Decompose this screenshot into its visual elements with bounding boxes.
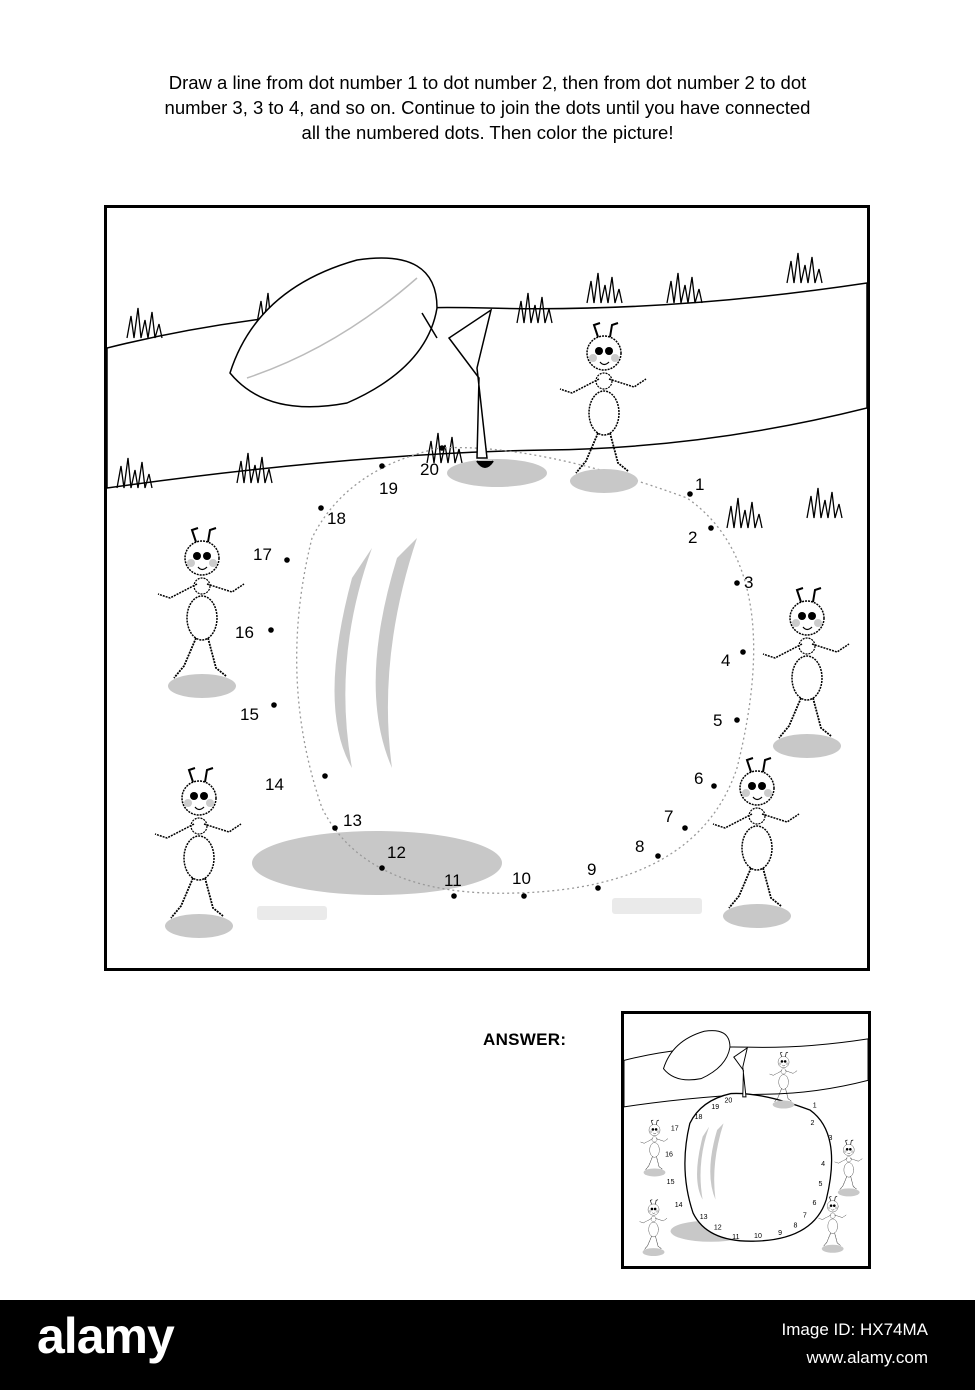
puzzle-illustration <box>107 208 867 968</box>
answer-dot-label-11: 11 <box>732 1232 740 1241</box>
answer-dot-label-13: 13 <box>699 1212 708 1221</box>
answer-dot-label-9: 9 <box>778 1229 783 1238</box>
dot-label-16: 16 <box>235 623 254 642</box>
dot-label-20: 20 <box>420 460 439 479</box>
dot-label-2: 2 <box>688 528 698 547</box>
answer-dot-label-18: 18 <box>694 1112 703 1121</box>
puzzle-frame <box>104 205 870 971</box>
dot-label-14: 14 <box>265 775 284 794</box>
dot-label-9: 9 <box>587 860 597 879</box>
answer-label: ANSWER: <box>483 1030 567 1049</box>
dot-label-17: 17 <box>253 545 272 564</box>
answer-dot-label-6: 6 <box>812 1198 817 1208</box>
instructions-line-1: Draw a line from dot number 1 to dot number 2, then from dot number 2 to dot <box>168 72 807 93</box>
dot-label-11: 11 <box>444 871 462 890</box>
watermark-logo-icon <box>257 898 702 920</box>
alamy-logo: alamy <box>37 1308 174 1364</box>
answer-dot-label-5: 5 <box>818 1179 823 1188</box>
answer-dot-label-17: 17 <box>670 1124 679 1133</box>
answer-illustration <box>624 1014 868 1266</box>
dot-label-15: 15 <box>240 705 259 724</box>
dot-label-5: 5 <box>713 711 723 730</box>
answer-dot-label-10: 10 <box>754 1232 762 1241</box>
puzzle-dots <box>235 445 753 899</box>
dot-label-19: 19 <box>379 479 398 498</box>
site-url-text: www.alamy.com <box>806 1348 928 1367</box>
answer-dot-label-1: 1 <box>812 1101 817 1110</box>
dot-label-7: 7 <box>664 807 674 826</box>
dot-label-6: 6 <box>694 769 704 788</box>
answer-dot-label-15: 15 <box>666 1177 675 1186</box>
answer-dot-label-14: 14 <box>674 1200 683 1210</box>
answer-dot-label-16: 16 <box>665 1150 673 1159</box>
dot-label-8: 8 <box>635 837 645 856</box>
answer-dot-label-12: 12 <box>713 1223 722 1232</box>
answer-dot-label-8: 8 <box>793 1221 798 1230</box>
instructions-text <box>60 70 915 145</box>
answer-dot-label-4: 4 <box>821 1159 826 1168</box>
dot-label-10: 10 <box>512 869 531 888</box>
answer-dot-label-20: 20 <box>724 1096 733 1105</box>
instructions-line-3: all the numbered dots. Then color the picture! <box>301 122 674 143</box>
dot-label-1: 1 <box>695 475 705 494</box>
answer-frame <box>621 1011 871 1269</box>
answer-dot-label-2: 2 <box>810 1118 815 1128</box>
answer-dot-label-3: 3 <box>828 1133 833 1143</box>
dot-label-3: 3 <box>744 573 754 592</box>
image-id-text: Image ID: HX74MA <box>781 1320 928 1339</box>
dot-label-18: 18 <box>327 509 346 528</box>
dot-label-4: 4 <box>721 651 731 670</box>
dot-label-13: 13 <box>343 811 362 830</box>
dot-label-12: 12 <box>387 843 406 862</box>
answer-dot-label-7: 7 <box>802 1211 807 1220</box>
answer-dot-label-19: 19 <box>711 1102 720 1111</box>
instructions-line-2: number 3, 3 to 4, and so on. Continue to join the dots until you have connected <box>164 97 811 118</box>
